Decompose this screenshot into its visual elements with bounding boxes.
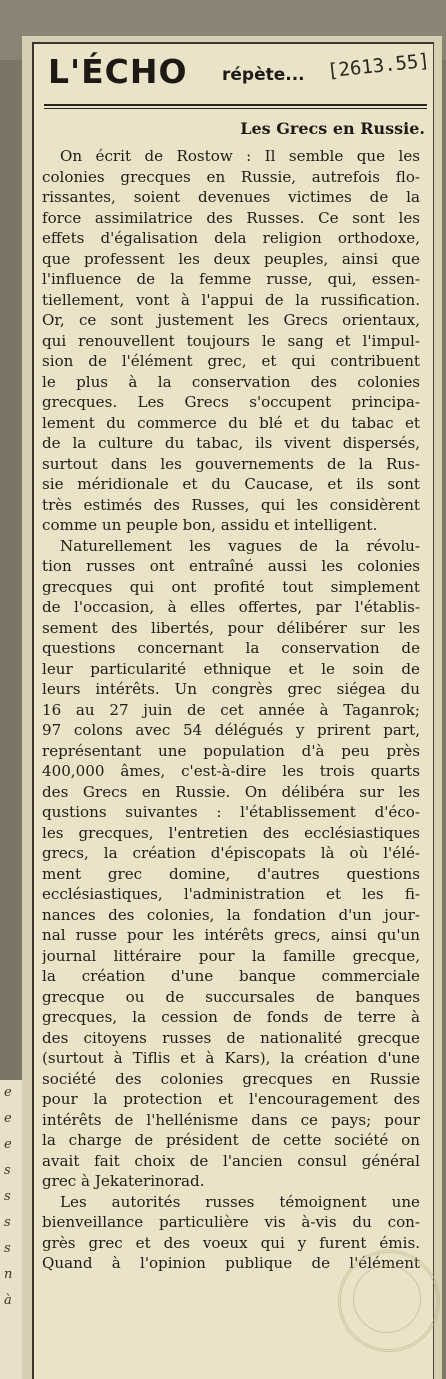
article-line: Les autorités russes témoignent une — [60, 1192, 420, 1211]
margin-fragment: s — [4, 1163, 11, 1178]
column-title: L'ÉCHO — [48, 52, 188, 91]
margin-fragment: e — [4, 1137, 12, 1152]
article-line: nances des colonies, la fondation d'un jour- — [42, 905, 420, 924]
article-line: tiellement, vont à l'appui de la russification. — [42, 290, 420, 309]
article-line: que professent les deux peuples, ainsi que — [42, 249, 420, 268]
article-line: grecques qui ont profité tout simplement — [42, 577, 420, 596]
article-line: lement du commerce du blé et du tabac et — [42, 413, 420, 432]
column-tagline: répète... — [222, 65, 305, 85]
article-line: leurs intérêts. Un congrès grec siégea du — [42, 680, 420, 698]
article-line: grecques, la cession de fonds de terre à — [42, 1008, 420, 1026]
margin-fragment: s — [4, 1189, 11, 1204]
article-line: intérêts de l'hellénisme dans ce pays; pour — [42, 1110, 420, 1129]
article-line: sion de l'élément grec, et qui contribuent — [42, 352, 420, 370]
article-line: Or, ce sont justement les Grecs orientaux, — [42, 311, 420, 329]
article-line: leur particularité ethnique et le soin de — [42, 659, 420, 678]
article-line: grès grec et des voeux qui y furent émis. — [42, 1233, 420, 1252]
article-line: la charge de président de cette société on — [42, 1131, 420, 1149]
margin-fragment: e — [4, 1085, 12, 1100]
article-line: 97 colons avec 54 délégués y prirent part, — [42, 721, 420, 739]
article-line: questions concernant la conservation de — [42, 639, 420, 657]
article-line: sement des libertés, pour délibérer sur les — [42, 618, 420, 637]
article-line: effets d'égalisation dela religion orthodoxe, — [42, 229, 420, 247]
article-line: sie méridionale et du Caucase, et ils sont — [42, 475, 420, 493]
margin-fragment: s — [4, 1215, 11, 1230]
article-line: nal russe pour les intérêts grecs, ainsi qu'un — [42, 926, 420, 944]
article-line: (surtout à Tiflis et à Kars), la création d'une — [42, 1049, 420, 1067]
masthead-rule-thin — [44, 108, 427, 109]
adjacent-column-fragment — [0, 1080, 22, 1379]
article-line: surtout dans les gouvernements de la Rus- — [42, 454, 420, 473]
library-seal — [338, 1250, 440, 1352]
article-line: rissantes, soient devenues victimes de la — [42, 188, 420, 206]
article-line: qui renouvellent toujours le sang et l'impul- — [42, 331, 420, 350]
article-line: très estimés des Russes, qui les considèrent — [42, 495, 420, 514]
article-line: grecque ou de succursales de banques — [42, 987, 420, 1006]
margin-fragment: n — [4, 1267, 13, 1282]
article-line: l'influence de la femme russe, qui, essen- — [42, 270, 420, 288]
archive-number: [2613.55] — [326, 49, 431, 83]
article-line: grecques. Les Grecs s'occupent principa- — [42, 393, 420, 411]
margin-fragment: à — [4, 1293, 12, 1308]
article-line: qustions suivantes : l'établissement d'éco- — [42, 803, 420, 821]
article-line: tion russes ont entraîné aussi les colonies — [42, 557, 420, 575]
article-line: société des colonies grecques en Russie — [42, 1069, 420, 1088]
masthead-rule — [44, 104, 427, 106]
masthead — [46, 49, 431, 92]
article-line: grecs, la création d'épiscopats là où l'élé- — [42, 844, 420, 862]
article-line: On écrit de Rostow : Il semble que les — [60, 147, 420, 165]
article-line: des citoyens russes de nationalité grecque — [42, 1028, 420, 1047]
article-line: pour la protection et l'encouragement des — [42, 1090, 420, 1108]
article-line: ecclésiastiques, l'administration et les fi- — [42, 885, 420, 903]
margin-fragment: e — [4, 1111, 12, 1126]
article-line: grec à Jekaterinorad. — [42, 1172, 205, 1190]
article-line: représentant une population d'à peu près — [42, 741, 420, 760]
article-line: colonies grecques en Russie, autrefois flo- — [42, 167, 420, 186]
article-line: la création d'une banque commerciale — [42, 967, 420, 985]
article-line: ment grec domine, d'autres questions — [42, 864, 420, 883]
article-line: les grecques, l'entretien des ecclésiastiques — [42, 823, 420, 842]
article-line: comme un peuple bon, assidu et intelligent. — [42, 516, 378, 534]
article-line: force assimilatrice des Russes. Ce sont les — [42, 208, 420, 227]
article-line: 400,000 âmes, c'est-à-dire les trois quarts — [42, 762, 420, 780]
article-line: bienveillance particulière vis à-vis du con- — [42, 1213, 420, 1231]
article-line: le plus à la conservation des colonies — [42, 372, 420, 391]
article-line: 16 au 27 juin de cet année à Taganrok; — [42, 700, 420, 719]
article-line: des Grecs en Russie. On délibéra sur les — [42, 782, 420, 801]
article-body — [42, 146, 420, 1274]
newspaper-clipping — [32, 42, 434, 1379]
article-line: de l'occasion, à elles offertes, par l'établis- — [42, 598, 420, 616]
article-headline: Les Grecs en Russie. — [240, 119, 425, 138]
article-line: de la culture du tabac, ils vivent dispersés, — [42, 434, 420, 452]
article-line: Naturellement les vagues de la révolu- — [60, 536, 420, 555]
article-line: journal littéraire pour la famille grecque, — [42, 946, 420, 965]
article-line: avait fait choix de l'ancien consul général — [42, 1151, 420, 1170]
article-line: Quand à l'opinion publique de l'élément — [42, 1254, 420, 1272]
margin-fragment: s — [4, 1241, 11, 1256]
